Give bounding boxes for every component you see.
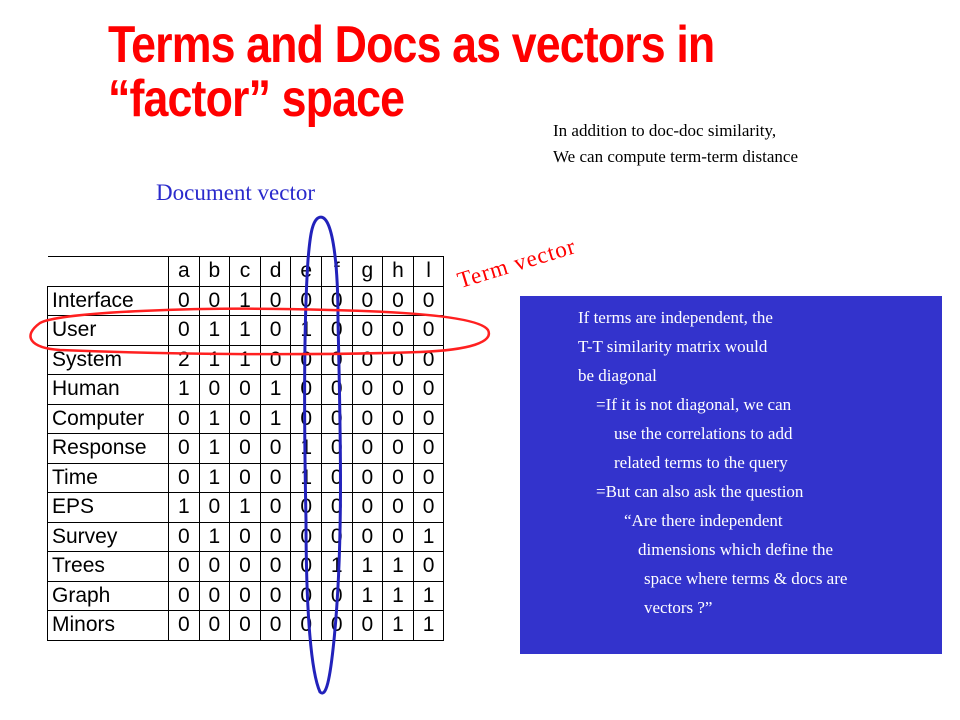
matrix-cell: 0 [321,375,352,405]
matrix-cell: 0 [291,493,322,523]
matrix-cell: 1 [321,552,352,582]
matrix-cell: 0 [169,286,200,316]
matrix-cell: 0 [291,581,322,611]
matrix-cell: 0 [199,552,230,582]
matrix-column-header: c [230,257,261,287]
matrix-cell: 0 [260,345,291,375]
matrix-cell: 1 [230,345,261,375]
explanation-line: dimensions which define the [638,540,833,559]
matrix-cell: 1 [260,375,291,405]
matrix-cell: 1 [352,552,383,582]
matrix-cell: 0 [321,345,352,375]
matrix-row-term: EPS [48,493,169,523]
matrix-column-header: a [169,257,200,287]
matrix-row-term: Survey [48,522,169,552]
matrix-cell: 1 [199,463,230,493]
matrix-cell: 0 [169,581,200,611]
matrix-cell: 0 [413,552,444,582]
matrix-cell: 0 [413,434,444,464]
matrix-cell: 0 [413,345,444,375]
term-vector-ellipse [30,309,488,354]
explanation-line: =But can also ask the question [596,482,804,501]
matrix-cell: 0 [230,404,261,434]
matrix-cell: 0 [352,345,383,375]
matrix-cell: 0 [169,404,200,434]
matrix-cell: 1 [383,552,414,582]
matrix-cell: 0 [291,611,322,641]
term-vector-label: Term vector [454,233,579,294]
matrix-row-term: Trees [48,552,169,582]
matrix-cell: 1 [291,463,322,493]
matrix-cell: 1 [260,404,291,434]
matrix-cell: 1 [230,493,261,523]
matrix-cell: 0 [321,463,352,493]
matrix-cell: 0 [291,552,322,582]
matrix-cell: 1 [291,434,322,464]
matrix-cell: 1 [169,493,200,523]
matrix-cell: 0 [413,404,444,434]
matrix-cell: 0 [230,581,261,611]
matrix-column-header: l [413,257,444,287]
matrix-cell: 0 [352,463,383,493]
matrix-cell: 0 [352,522,383,552]
matrix-cell: 0 [169,316,200,346]
matrix-cell: 0 [260,434,291,464]
matrix-cell: 2 [169,345,200,375]
matrix-cell: 1 [169,375,200,405]
matrix-cell: 0 [230,434,261,464]
explanation-line: related terms to the query [614,453,788,472]
explanation-line: =If it is not diagonal, we can [596,395,792,414]
matrix-cell: 0 [199,581,230,611]
matrix-cell: 0 [383,345,414,375]
matrix-cell: 0 [230,522,261,552]
matrix-cell: 1 [413,522,444,552]
matrix-cell: 0 [169,522,200,552]
matrix-cell: 0 [383,404,414,434]
matrix-cell: 0 [383,375,414,405]
matrix-column-header: h [383,257,414,287]
matrix-cell: 1 [383,611,414,641]
matrix-cell: 0 [169,552,200,582]
matrix-cell: 0 [291,345,322,375]
matrix-cell: 1 [199,316,230,346]
matrix-column-header: d [260,257,291,287]
slide-title-line-2: “factor” space [108,70,405,128]
explanation-line: use the correlations to add [614,424,793,443]
matrix-cell: 0 [321,611,352,641]
matrix-cell: 0 [413,375,444,405]
matrix-row-term: User [48,316,169,346]
matrix-cell: 0 [260,493,291,523]
matrix-row-term: Response [48,434,169,464]
matrix-cell: 1 [199,522,230,552]
side-note-line-1: In addition to doc-doc similarity, [553,121,777,140]
matrix-cell: 0 [321,522,352,552]
matrix-cell: 0 [260,463,291,493]
matrix-cell: 0 [230,611,261,641]
matrix-cell: 0 [260,316,291,346]
matrix-row-term: Minors [48,611,169,641]
matrix-cell: 0 [321,581,352,611]
matrix-cell: 1 [383,581,414,611]
matrix-cell: 0 [413,493,444,523]
matrix-cell: 0 [383,316,414,346]
explanation-line: If terms are independent, the [578,308,773,327]
matrix-cell: 1 [413,581,444,611]
matrix-row-term: Graph [48,581,169,611]
matrix-cell: 0 [291,286,322,316]
matrix-cell: 0 [169,434,200,464]
matrix-cell: 0 [383,463,414,493]
matrix-row-term: Time [48,463,169,493]
matrix-cell: 0 [199,493,230,523]
matrix-cell: 1 [291,316,322,346]
matrix-cell: 0 [199,286,230,316]
matrix-cell: 0 [260,522,291,552]
matrix-cell: 1 [199,434,230,464]
matrix-cell: 0 [260,581,291,611]
matrix-cell: 0 [291,375,322,405]
matrix-cell: 0 [260,611,291,641]
matrix-cell: 0 [260,286,291,316]
matrix-cell: 0 [352,493,383,523]
matrix-cell: 1 [199,345,230,375]
matrix-cell: 0 [352,404,383,434]
matrix-cell: 0 [352,375,383,405]
matrix-cell: 0 [352,316,383,346]
matrix-cell: 0 [321,493,352,523]
matrix-cell: 0 [352,286,383,316]
explanation-line: T-T similarity matrix would [578,337,768,356]
matrix-cell: 0 [321,404,352,434]
matrix-cell: 0 [291,522,322,552]
matrix-cell: 0 [230,463,261,493]
explanation-line: be diagonal [578,366,657,385]
matrix-cell: 0 [169,611,200,641]
matrix-row-term: Human [48,375,169,405]
matrix-cell: 0 [413,316,444,346]
matrix-cell: 0 [199,375,230,405]
document-vector-ellipse [305,217,341,693]
matrix-cell: 1 [230,286,261,316]
matrix-cell: 0 [260,552,291,582]
matrix-cell: 0 [383,522,414,552]
matrix-cell: 0 [230,552,261,582]
matrix-column-header: g [352,257,383,287]
matrix-row-term: Interface [48,286,169,316]
side-note-line-2: We can compute term-term distance [553,147,799,166]
matrix-row-term: Computer [48,404,169,434]
matrix-cell: 0 [352,611,383,641]
matrix-cell: 0 [291,404,322,434]
matrix-cell: 0 [413,286,444,316]
matrix-cell: 0 [383,434,414,464]
matrix-cell: 1 [230,316,261,346]
matrix-cell: 0 [169,463,200,493]
matrix-cell: 0 [321,286,352,316]
matrix-cell: 1 [199,404,230,434]
explanation-line: “Are there independent [624,511,783,530]
matrix-column-header: f [321,257,352,287]
matrix-cell: 0 [199,611,230,641]
matrix-cell: 1 [413,611,444,641]
matrix-cell: 0 [321,434,352,464]
matrix-cell: 0 [413,463,444,493]
matrix-cell: 0 [383,493,414,523]
matrix-cell: 0 [321,316,352,346]
slide-title-line-1: Terms and Docs as vectors in [108,16,715,74]
document-vector-label: Document vector [156,180,316,205]
matrix-cell: 0 [383,286,414,316]
matrix-cell: 1 [352,581,383,611]
matrix-column-header: b [199,257,230,287]
matrix-cell: 0 [352,434,383,464]
matrix-row-term: System [48,345,169,375]
matrix-column-header: e [291,257,322,287]
explanation-line: space where terms & docs are [644,569,848,588]
matrix-cell: 0 [230,375,261,405]
explanation-line: vectors ?” [644,598,713,617]
